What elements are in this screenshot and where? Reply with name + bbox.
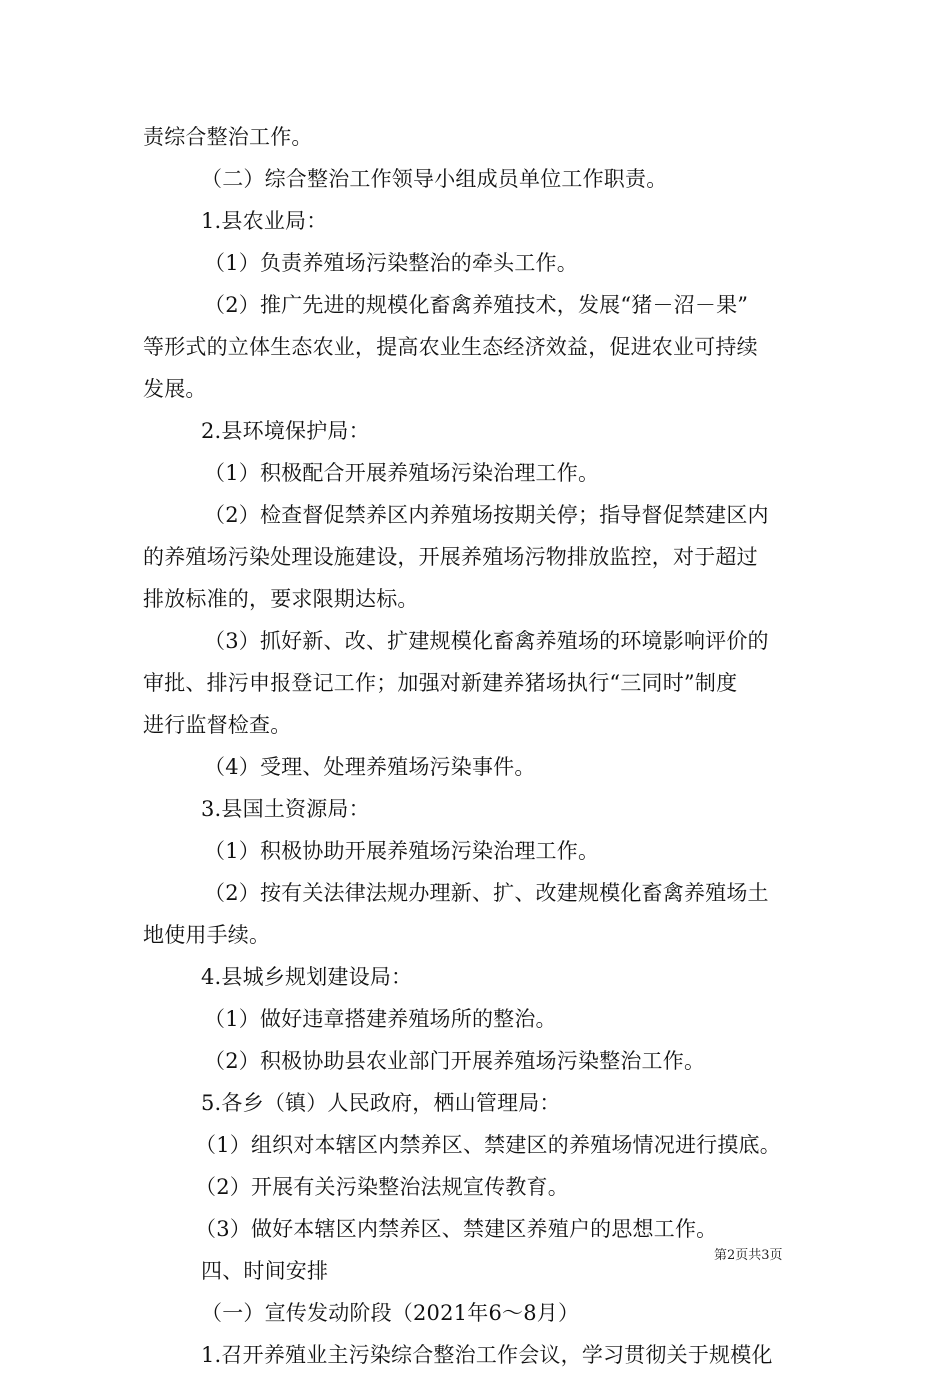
paragraph-line: 审批、排污申报登记工作；加强对新建养猪场执行“三同时”制度 (143, 671, 738, 695)
subsection-heading: 5.各乡（镇）人民政府，栖山管理局： (201, 1091, 561, 1115)
body-text (143, 116, 813, 1376)
subsection-heading: 4.县城乡规划建设局： (201, 965, 413, 989)
section-heading: 四、时间安排 (201, 1259, 329, 1283)
list-item: （1）积极协助开展养殖场污染治理工作。 (204, 839, 600, 863)
list-item: （1）积极配合开展养殖场污染治理工作。 (204, 461, 600, 485)
list-item: （2）开展有关污染整治法规宣传教育。 (195, 1175, 569, 1199)
list-item: （3）抓好新、改、扩建规模化畜禽养殖场的环境影响评价的 (204, 629, 769, 653)
list-item: （4）受理、处理养殖场污染事件。 (204, 755, 536, 779)
paragraph-line: 排放标准的，要求限期达标。 (143, 587, 419, 611)
list-item: （3）做好本辖区内禁养区、禁建区养殖户的思想工作。 (195, 1217, 718, 1241)
section-heading: （一）宣传发动阶段（2021年6～8月） (201, 1301, 580, 1325)
paragraph-line: 发展。 (143, 377, 207, 401)
subsection-heading: 3.县国土资源局： (201, 797, 370, 821)
list-item: （2）检查督促禁养区内养殖场按期关停；指导督促禁建区内 (204, 503, 769, 527)
list-item: （1）负责养殖场污染整治的牵头工作。 (204, 251, 578, 275)
section-heading: （二）综合整治工作领导小组成员单位工作职责。 (201, 167, 668, 191)
subsection-heading: 2.县环境保护局： (201, 419, 370, 443)
list-item: （2）积极协助县农业部门开展养殖场污染整治工作。 (204, 1049, 706, 1073)
list-item: （1）组织对本辖区内禁养区、禁建区的养殖场情况进行摸底。 (195, 1133, 781, 1157)
paragraph-line: 的养殖场污染处理设施建设，开展养殖场污物排放监控，对于超过 (143, 545, 758, 569)
list-item: （2）推广先进的规模化畜禽养殖技术，发展“猪－沼－果” (204, 293, 749, 317)
list-item: （2）按有关法律法规办理新、扩、改建规模化畜禽养殖场土 (204, 881, 769, 905)
paragraph-line: 进行监督检查。 (143, 713, 292, 737)
subsection-heading: 1.县农业局： (201, 209, 328, 233)
page-number: 第2页共3页 (714, 1248, 783, 1263)
list-item: （1）做好违章搭建养殖场所的整治。 (204, 1007, 557, 1031)
paragraph-line: 1.召开养殖业主污染综合整治工作会议，学习贯彻关于规模化 (201, 1343, 773, 1367)
paragraph-line: 责综合整治工作。 (143, 125, 313, 149)
paragraph-line: 地使用手续。 (143, 923, 271, 947)
paragraph-line: 等形式的立体生态农业，提高农业生态经济效益，促进农业可持续 (143, 335, 758, 359)
